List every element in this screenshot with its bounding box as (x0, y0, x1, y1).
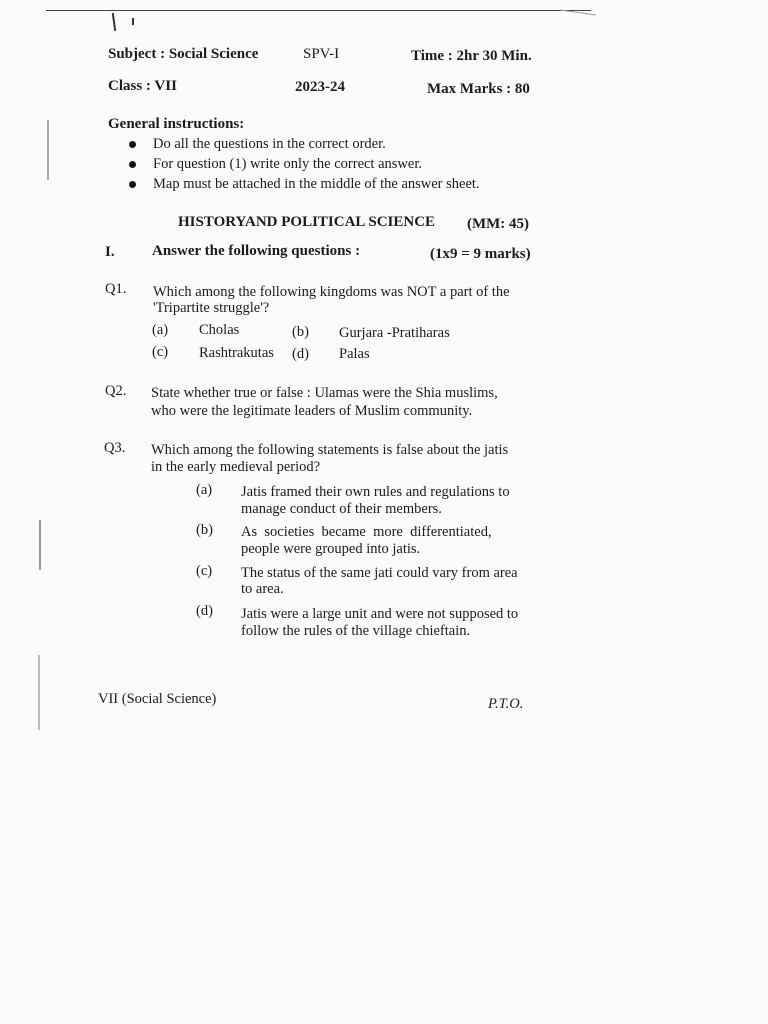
instruction-item: Do all the questions in the correct order. (153, 136, 386, 152)
part-number: I. (105, 244, 115, 260)
pen-tick-mark (132, 18, 134, 25)
pen-tick-mark (112, 13, 116, 31)
part-title: Answer the following questions : (152, 243, 361, 259)
option-text: people were grouped into jatis. (241, 541, 421, 557)
instruction-item: Map must be attached in the middle of the answer sheet. (153, 176, 480, 192)
margin-mark (47, 120, 49, 180)
margin-mark (39, 520, 41, 570)
subject-label: Subject : Social Science (108, 46, 259, 62)
question-text: Which among the following statements is false about the jatis (151, 442, 509, 458)
option-label: (c) (196, 563, 213, 579)
bullet-icon (129, 181, 136, 188)
question-text: in the early medieval period? (151, 459, 321, 475)
option-text: Rashtrakutas (199, 345, 274, 361)
question-number: Q2. (105, 383, 127, 399)
option-label: (d) (292, 346, 309, 362)
option-text: The status of the same jati could vary from area (241, 565, 518, 581)
option-text: Jatis were a large unit and were not supposed to (241, 606, 519, 622)
max-marks-label: Max Marks : 80 (427, 81, 530, 97)
exam-code: SPV-I (303, 46, 340, 62)
option-text: Gurjara -Pratiharas (339, 325, 450, 341)
option-text: follow the rules of the village chieftain. (241, 623, 471, 639)
bullet-icon (129, 141, 136, 148)
question-text: Which among the following kingdoms was NOT a part of the (153, 284, 510, 300)
option-text: Jatis framed their own rules and regulations to (241, 484, 510, 500)
instruction-item: For question (1) write only the correct answer. (153, 156, 422, 172)
bullet-icon (129, 161, 136, 168)
question-text: 'Tripartite struggle'? (153, 300, 270, 316)
option-text: to area. (241, 581, 284, 597)
question-text: State whether true or false : Ulamas were the Shia muslims, (151, 385, 498, 401)
question-text: who were the legitimate leaders of Muslim community. (151, 403, 473, 419)
part-marks: (1x9 = 9 marks) (430, 246, 531, 262)
option-text: manage conduct of their members. (241, 501, 442, 517)
top-rule (46, 10, 591, 11)
margin-mark (38, 655, 40, 730)
footer-left: VII (Social Science) (98, 691, 217, 707)
option-label: (a) (152, 322, 169, 338)
time-label: Time : 2hr 30 Min. (411, 48, 532, 64)
section-title: HISTORYAND POLITICAL SCIENCE (178, 214, 436, 230)
question-number: Q1. (105, 281, 127, 297)
option-label: (b) (196, 522, 213, 538)
option-label: (a) (196, 482, 213, 498)
option-label: (d) (196, 603, 213, 619)
instructions-title: General instructions: (108, 116, 245, 132)
option-text: Cholas (199, 322, 240, 338)
section-marks: (MM: 45) (467, 216, 530, 232)
class-label: Class : VII (108, 78, 177, 94)
question-number: Q3. (104, 440, 126, 456)
year-label: 2023-24 (295, 79, 345, 95)
option-text: Palas (339, 346, 370, 362)
option-text: As societies became more differentiated, (241, 524, 492, 540)
option-label: (c) (152, 344, 169, 360)
footer-right: P.T.O. (488, 696, 524, 712)
option-label: (b) (292, 324, 309, 340)
